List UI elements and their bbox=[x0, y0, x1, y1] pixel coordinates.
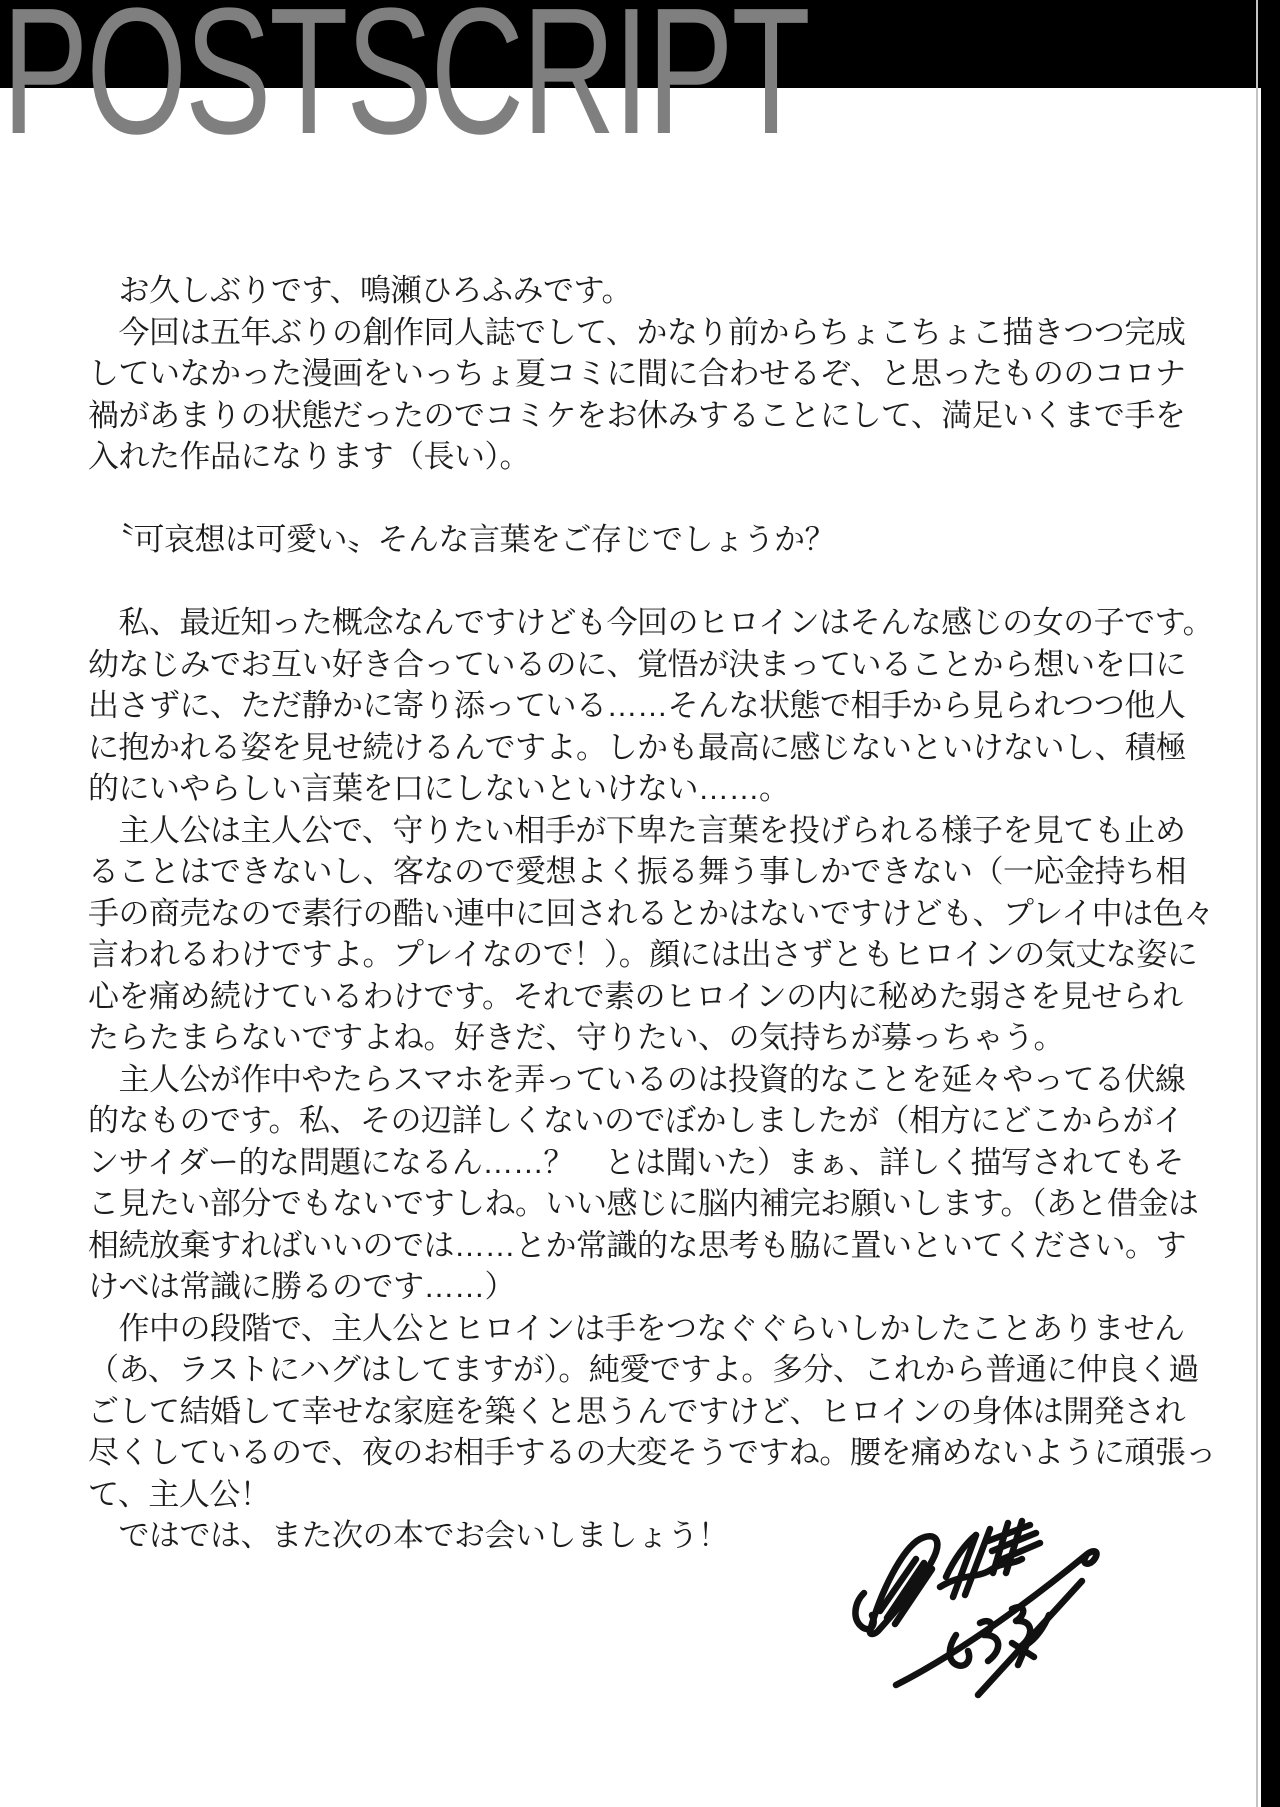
afterword-line: 〝可哀想は可愛い〟そんな言葉をご存じでしょうか？ bbox=[88, 522, 835, 557]
afterword-line: こ見たい部分でもないですしね。いい感じに脳内補完お願いします。（あと借金は bbox=[88, 1186, 1199, 1221]
afterword-line: 出さずに、ただ静かに寄り添っている……そんな状態で相手から見られつつ他人 bbox=[88, 688, 1186, 723]
afterword-line bbox=[88, 561, 1218, 603]
signature-autograph bbox=[850, 1515, 1110, 1705]
afterword-line: ンサイダー的な問題になるん……？ とは聞いた）まぁ、詳しく描写されてもそ bbox=[88, 1144, 1184, 1180]
afterword-text bbox=[88, 270, 1218, 1557]
afterword-line: 入れた作品になります（長い）。 bbox=[88, 439, 530, 474]
afterword-line: 相続放棄すればいいのでは……とか常識的な思考も脇に置いといてください。す bbox=[88, 1227, 1186, 1263]
afterword-line: 禍があまりの状態だったのでコミケをお休みすることにして、満足いくまで手を bbox=[88, 397, 1186, 433]
afterword-line: 主人公が作中やたらスマホを弄っているのは投資的なことを延々やってる伏線 bbox=[88, 1061, 1186, 1097]
afterword-line: （あ、ラストにハグはしてますが）。純愛ですよ。多分、これから普通に仲良く過 bbox=[88, 1352, 1199, 1387]
afterword-line bbox=[88, 478, 1218, 520]
right-edge-line bbox=[1256, 0, 1258, 1807]
afterword-line: お久しぶりです、鳴瀬ひろふみです。 bbox=[88, 273, 633, 308]
afterword-line: 主人公は主人公で、守りたい相手が下卑た言葉を投げられる様子を見ても止め bbox=[88, 812, 1186, 848]
afterword-line: たらたまらないですよね。好きだ、守りたい、の気持ちが募っちゃう。 bbox=[88, 1020, 1064, 1055]
afterword-line: 的なものです。私、その辺詳しくないのでぼかしましたが（相方にどこからがイ bbox=[88, 1103, 1184, 1138]
afterword-line: していなかった漫画をいっちょ夏コミに間に合わせるぞ、と思ったもののコロナ bbox=[88, 356, 1186, 391]
afterword-line: に抱かれる姿を見せ続けるんですよ。しかも最高に感じないといけないし、積極 bbox=[88, 729, 1186, 765]
afterword-line: けべは常識に勝るのです……） bbox=[88, 1269, 515, 1304]
signature-strokes bbox=[850, 1515, 1110, 1705]
afterword-line: 言われるわけですよ。プレイなので！）。顔には出さずともヒロインの気丈な姿に bbox=[88, 937, 1198, 972]
afterword-line: 幼なじみでお互い好き合っているのに、覚悟が決まっていることから想いを口に bbox=[88, 646, 1186, 682]
afterword-line: 今回は五年ぶりの創作同人誌でして、かなり前からちょこちょこ描きつつ完成 bbox=[88, 314, 1186, 350]
afterword-line: 的にいやらしい言葉を口にしないといけない……。 bbox=[88, 771, 790, 806]
afterword-line: 私、最近知った概念なんですけども今回のヒロインはそんな感じの女の子です。 bbox=[88, 605, 1214, 640]
afterword-line: ごして結婚して幸せな家庭を築くと思うんですけど、ヒロインの身体は開発され bbox=[88, 1393, 1186, 1429]
page-title: POSTSCRIPT bbox=[2, 0, 809, 172]
afterword-line: 手の商売なので素行の酷い連中に回されるとかはないですけども、プレイ中は色々 bbox=[88, 895, 1214, 931]
afterword-line: 心を痛め続けているわけです。それで素のヒロインの内に秘めた弱さを見せられ bbox=[88, 978, 1183, 1014]
afterword-line: て、主人公！ bbox=[88, 1476, 271, 1512]
afterword-line: 作中の段階で、主人公とヒロインは手をつなぐぐらいしかしたことありません bbox=[88, 1310, 1185, 1346]
afterword-line: 尽くしているので、夜のお相手するの大変そうですね。腰を痛めないように頑張っ bbox=[88, 1435, 1216, 1470]
afterword-line: ではでは、また次の本でお会いしましょう！ bbox=[88, 1518, 729, 1553]
afterword-line: ることはできないし、客なので愛想よく振る舞う事しかできない（一応金持ち相 bbox=[88, 854, 1186, 889]
right-black-strip bbox=[1261, 0, 1280, 1807]
